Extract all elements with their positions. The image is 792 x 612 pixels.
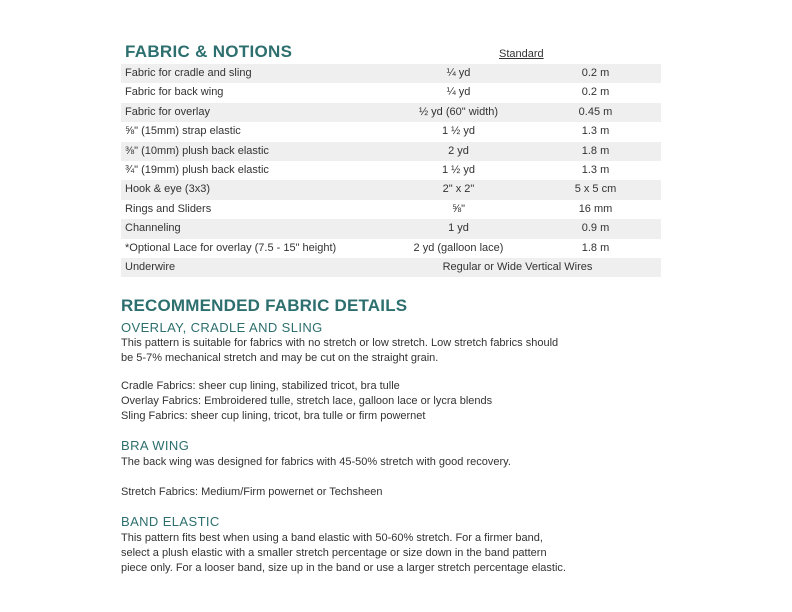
standard-cell: ½ yd (60" width) <box>418 105 499 118</box>
band-elastic-paragraph <box>121 531 661 576</box>
table-row <box>121 180 661 199</box>
standard-cell: ⅝" <box>451 202 466 215</box>
table-row <box>121 239 661 258</box>
overlay-cradle-sling-heading: OVERLAY, CRADLE AND SLING <box>121 320 323 335</box>
bra-wing-heading: BRA WING <box>121 438 190 453</box>
text-line: Stretch Fabrics: Medium/Firm powernet or Techsheen <box>121 486 383 498</box>
item-cell: Underwire <box>125 260 176 273</box>
text-line: piece only. For a looser band, size up in the band or use a larger stretch percentage elastic. <box>121 562 566 574</box>
item-cell: *Optional Lace for overlay (7.5 - 15" height) <box>125 241 337 254</box>
table-row <box>121 142 661 161</box>
metric-cell: 1.3 m <box>581 163 610 176</box>
table-row <box>121 122 661 141</box>
table-row <box>121 200 661 219</box>
bra-wing-paragraph <box>121 455 661 470</box>
item-cell: Channeling <box>125 222 181 235</box>
item-cell: ⅝" (15mm) strap elastic <box>125 125 241 138</box>
overlay-fabrics-list <box>121 379 661 424</box>
table-row <box>121 258 661 277</box>
metric-cell: 1.3 m <box>581 125 610 138</box>
text-line: select a plush elastic with a smaller stretch percentage or size down in the band pattern <box>121 547 547 559</box>
table-row <box>121 103 661 122</box>
text-line: This pattern is suitable for fabrics with no stretch or low stretch. Low stretch fabrics should <box>121 337 559 349</box>
item-cell: ⅜" (10mm) plush back elastic <box>125 144 269 157</box>
metric-cell: 0.2 m <box>581 86 610 99</box>
item-cell: Fabric for overlay <box>125 105 210 118</box>
metric-cell: 1.8 m <box>581 144 610 157</box>
text-line: The back wing was designed for fabrics with 45-50% stretch with good recovery. <box>121 456 511 468</box>
item-cell: ¾" (19mm) plush back elastic <box>125 163 269 176</box>
standard-cell: 1 yd <box>448 222 469 235</box>
standard-cell: 2" x 2" <box>442 183 475 196</box>
bra-wing-fabrics <box>121 485 661 500</box>
table-row <box>121 219 661 238</box>
metric-cell: 0.9 m <box>581 222 610 235</box>
item-cell: Fabric for cradle and sling <box>125 67 252 79</box>
standard-cell: 2 yd (galloon lace) <box>413 241 504 254</box>
standard-cell: 1 ½ yd <box>441 125 476 138</box>
standard-column-header: Standard <box>499 48 544 60</box>
table-row <box>121 83 661 102</box>
overlay-paragraph <box>121 336 661 366</box>
text-line: Sling Fabrics: sheer cup lining, tricot, bra tulle or firm powernet <box>121 410 426 422</box>
text-line: Cradle Fabrics: sheer cup lining, stabilized tricot, bra tulle <box>121 380 400 392</box>
band-elastic-heading: BAND ELASTIC <box>121 514 220 529</box>
metric-cell: 16 mm <box>578 202 613 215</box>
metric-cell: 0.2 m <box>581 67 610 79</box>
item-cell: Fabric for back wing <box>125 86 224 99</box>
fabric-notions-title: FABRIC & NOTIONS <box>125 42 293 61</box>
standard-cell: 2 yd <box>448 144 469 157</box>
metric-cell: 5 x 5 cm <box>574 183 617 196</box>
item-cell: Hook & eye (3x3) <box>125 183 210 196</box>
table-row <box>121 64 661 83</box>
standard-cell: ¼ yd <box>446 86 471 99</box>
text-line: This pattern fits best when using a band elastic with 50-60% stretch. For a firmer band, <box>121 532 543 544</box>
item-cell: Rings and Sliders <box>125 202 212 215</box>
fabric-notions-table <box>121 64 661 277</box>
recommended-fabric-title: RECOMMENDED FABRIC DETAILS <box>121 296 408 315</box>
table-row <box>121 161 661 180</box>
text-line: be 5-7% mechanical stretch and may be cut on the straight grain. <box>121 352 439 364</box>
standard-cell: 1 ½ yd <box>441 163 476 176</box>
standard-cell: ¼ yd <box>446 67 471 79</box>
combined-value-cell: Regular or Wide Vertical Wires <box>442 260 593 273</box>
metric-cell: 1.8 m <box>581 241 610 254</box>
metric-cell: 0.45 m <box>578 105 613 118</box>
text-line: Overlay Fabrics: Embroidered tulle, stretch lace, galloon lace or lycra blends <box>121 395 493 407</box>
